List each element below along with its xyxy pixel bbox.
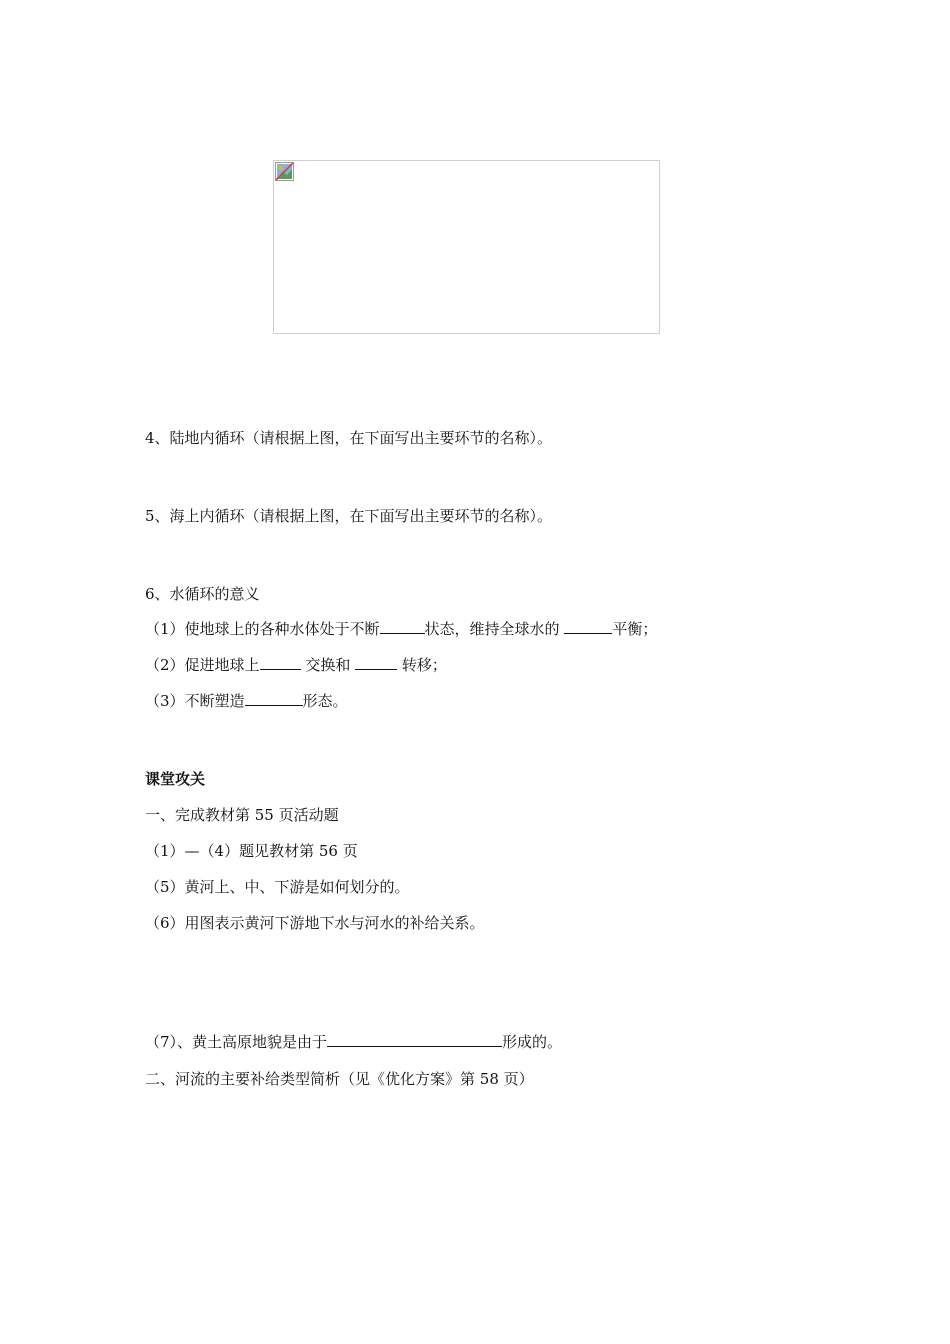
q6-1-text-c: 平衡； [612,620,658,638]
q6-1-text-b: 状态，维持全球水的 [424,620,560,638]
fill-blank[interactable] [327,1032,502,1047]
part-2-title: 二、河流的主要补给类型简析（见《优化方案》第 58 页） [145,1070,534,1088]
part-1-item-5: （5）黄河上、中、下游是如何划分的。 [145,878,410,896]
part-1-item-7 [145,1032,562,1052]
question-5: 5、海上内循环（请根据上图，在下面写出主要环节的名称）。 [145,507,553,525]
q6-1-text-a: （1）使地球上的各种水体处于不断 [145,620,380,638]
part-1-title: 一、完成教材第 55 页活动题 [145,806,339,824]
q6-2-text-b: 交换和 [305,656,351,674]
fill-blank[interactable] [355,655,397,670]
q6-3-text-a: （3）不断塑造 [145,692,245,710]
missing-figure [273,160,660,334]
q7-text-b: 形成的。 [502,1033,563,1051]
q6-2-text-a: （2）促进地球上 [145,656,260,674]
question-6-item-3 [145,691,348,711]
fill-blank[interactable] [380,619,425,634]
question-4: 4、陆地内循环（请根据上图，在下面写出主要环节的名称）。 [145,429,553,447]
fill-blank[interactable] [245,691,303,706]
q6-2-text-c: 转移； [401,656,447,674]
fill-blank[interactable] [260,655,301,670]
question-6-title: 6、水循环的意义 [145,585,260,603]
question-6-item-1 [145,619,657,639]
q7-text-a: （7）、黄土高原地貌是由于 [145,1033,328,1051]
part-1-item-6: （6）用图表示黄河下游地下水与河水的补给关系。 [145,914,485,932]
question-6-item-2 [145,655,447,675]
part-1-item-1-4: （1）—（4）题见教材第 56 页 [145,842,358,860]
section-heading: 课堂攻关 [145,770,206,788]
broken-image-icon [275,162,294,181]
q6-3-text-b: 形态。 [302,692,348,710]
fill-blank[interactable] [564,619,612,634]
